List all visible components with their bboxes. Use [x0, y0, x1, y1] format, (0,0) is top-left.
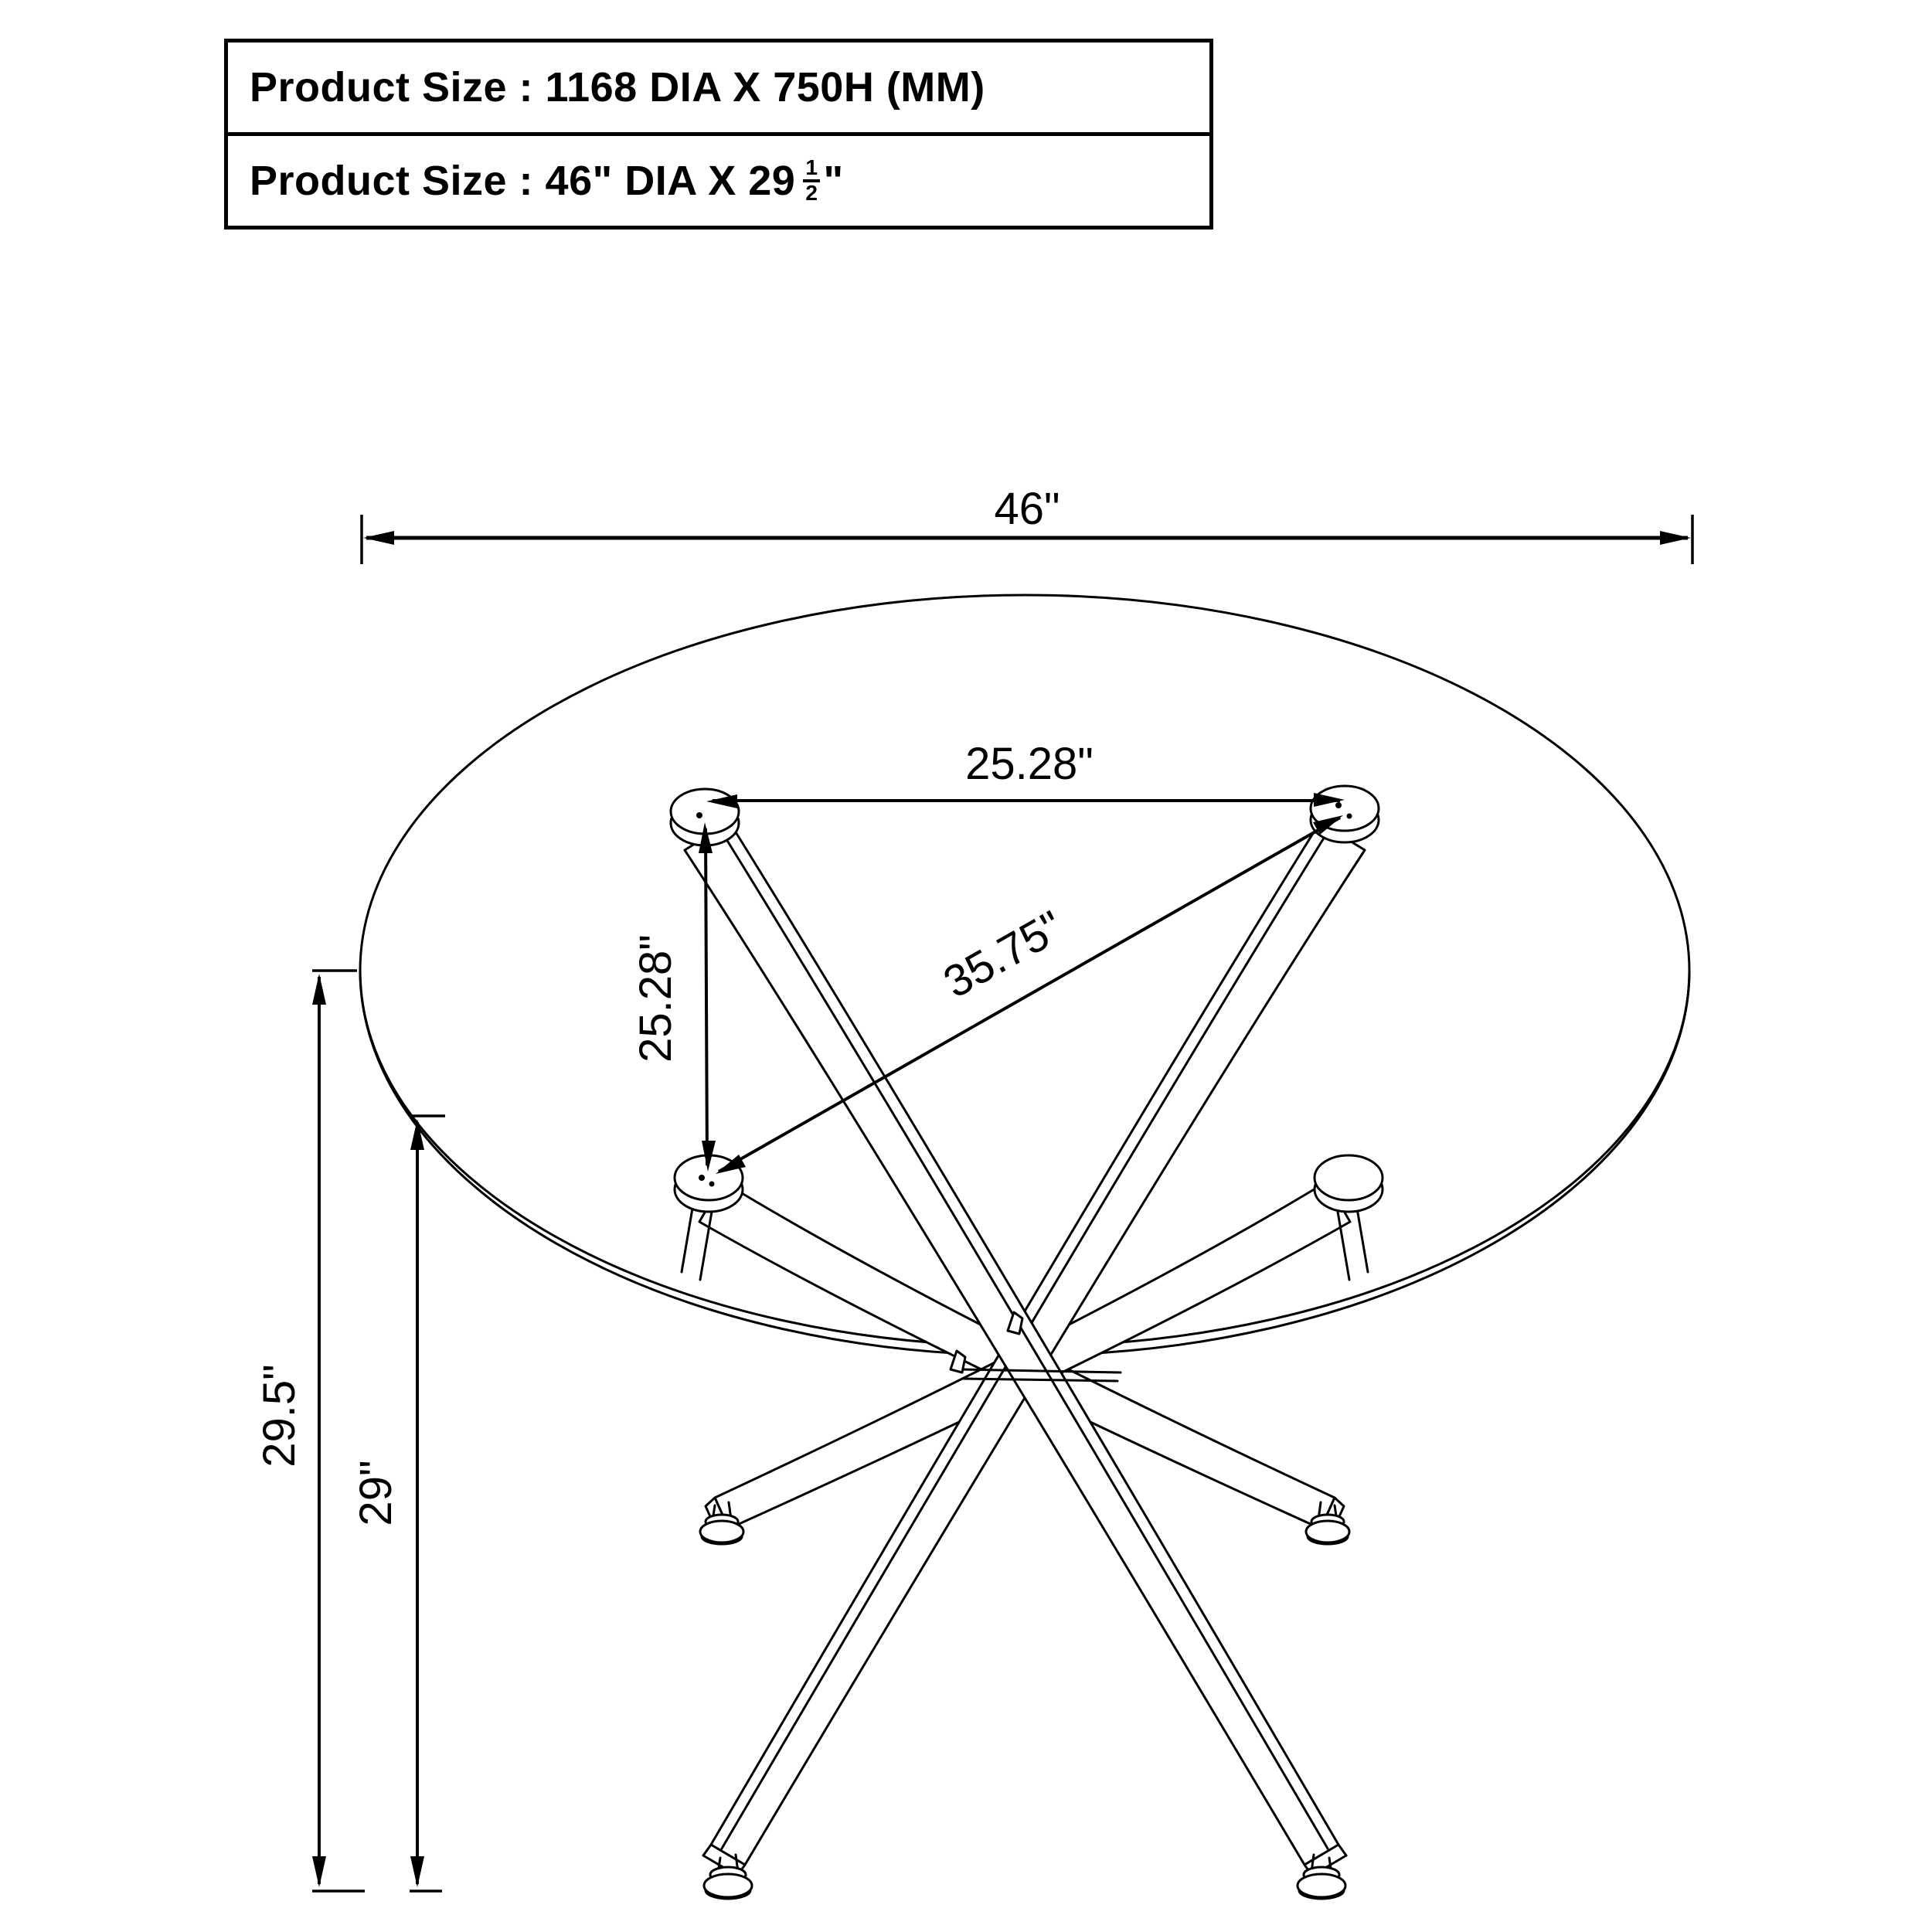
leg-stub-front-left-a — [682, 1199, 694, 1272]
cap-face — [1315, 1155, 1383, 1200]
foot-base — [1298, 1874, 1345, 1897]
dim-arrow-bottom — [312, 1856, 326, 1887]
dim-line — [706, 828, 707, 1165]
cap-center-dot — [696, 812, 702, 818]
dim-arrow-left — [363, 531, 394, 545]
foot-base — [1306, 1521, 1349, 1543]
cap-center-dot — [1335, 802, 1342, 808]
foot-base — [700, 1521, 743, 1543]
dim-label-tabletop-diameter: 46" — [994, 484, 1060, 534]
dim-arrow-top — [312, 974, 326, 1005]
dimension-overall-height — [254, 971, 365, 1891]
dim-arrow-bottom — [410, 1856, 424, 1887]
tabletop-glass — [360, 595, 1689, 1355]
foot-base — [704, 1874, 752, 1897]
dimension-tabletop-diameter — [362, 484, 1692, 564]
dim-label-overall-height: 29.5" — [254, 1364, 304, 1468]
cap-center-dot-2 — [1347, 814, 1352, 819]
cap-center-dot-2 — [709, 1182, 715, 1187]
table-legs-front — [685, 822, 1365, 1865]
product-size-metric-text: Product Size : 1168 DIA X 750H (MM) — [250, 64, 985, 111]
inch-mark: " — [823, 158, 844, 204]
leg-mount-cap-bottom-right — [1315, 1155, 1383, 1212]
leg-end-faces — [703, 1498, 1346, 1876]
dim-label-leg-span-depth: 25.28" — [631, 934, 681, 1063]
dim-label-clearance-height: 29" — [351, 1460, 401, 1526]
product-size-imperial-text: Product Size : 46" DIA X 29 — [250, 158, 796, 204]
cap-center-dot — [699, 1175, 705, 1181]
fraction-denominator: 2 — [805, 181, 818, 205]
dimension-leg-span-width — [706, 739, 1345, 808]
dim-label-leg-span-diagonal: 35.75" — [935, 900, 1072, 1009]
fraction-numerator: 1 — [803, 157, 820, 182]
dim-label-leg-span-width: 25.28" — [965, 739, 1094, 789]
dim-arrow-right — [1660, 531, 1691, 545]
dimension-clearance-height — [351, 1116, 445, 1891]
tabletop-thickness-rim — [360, 971, 1689, 1355]
leg-mount-cap-top-right — [1311, 786, 1379, 842]
